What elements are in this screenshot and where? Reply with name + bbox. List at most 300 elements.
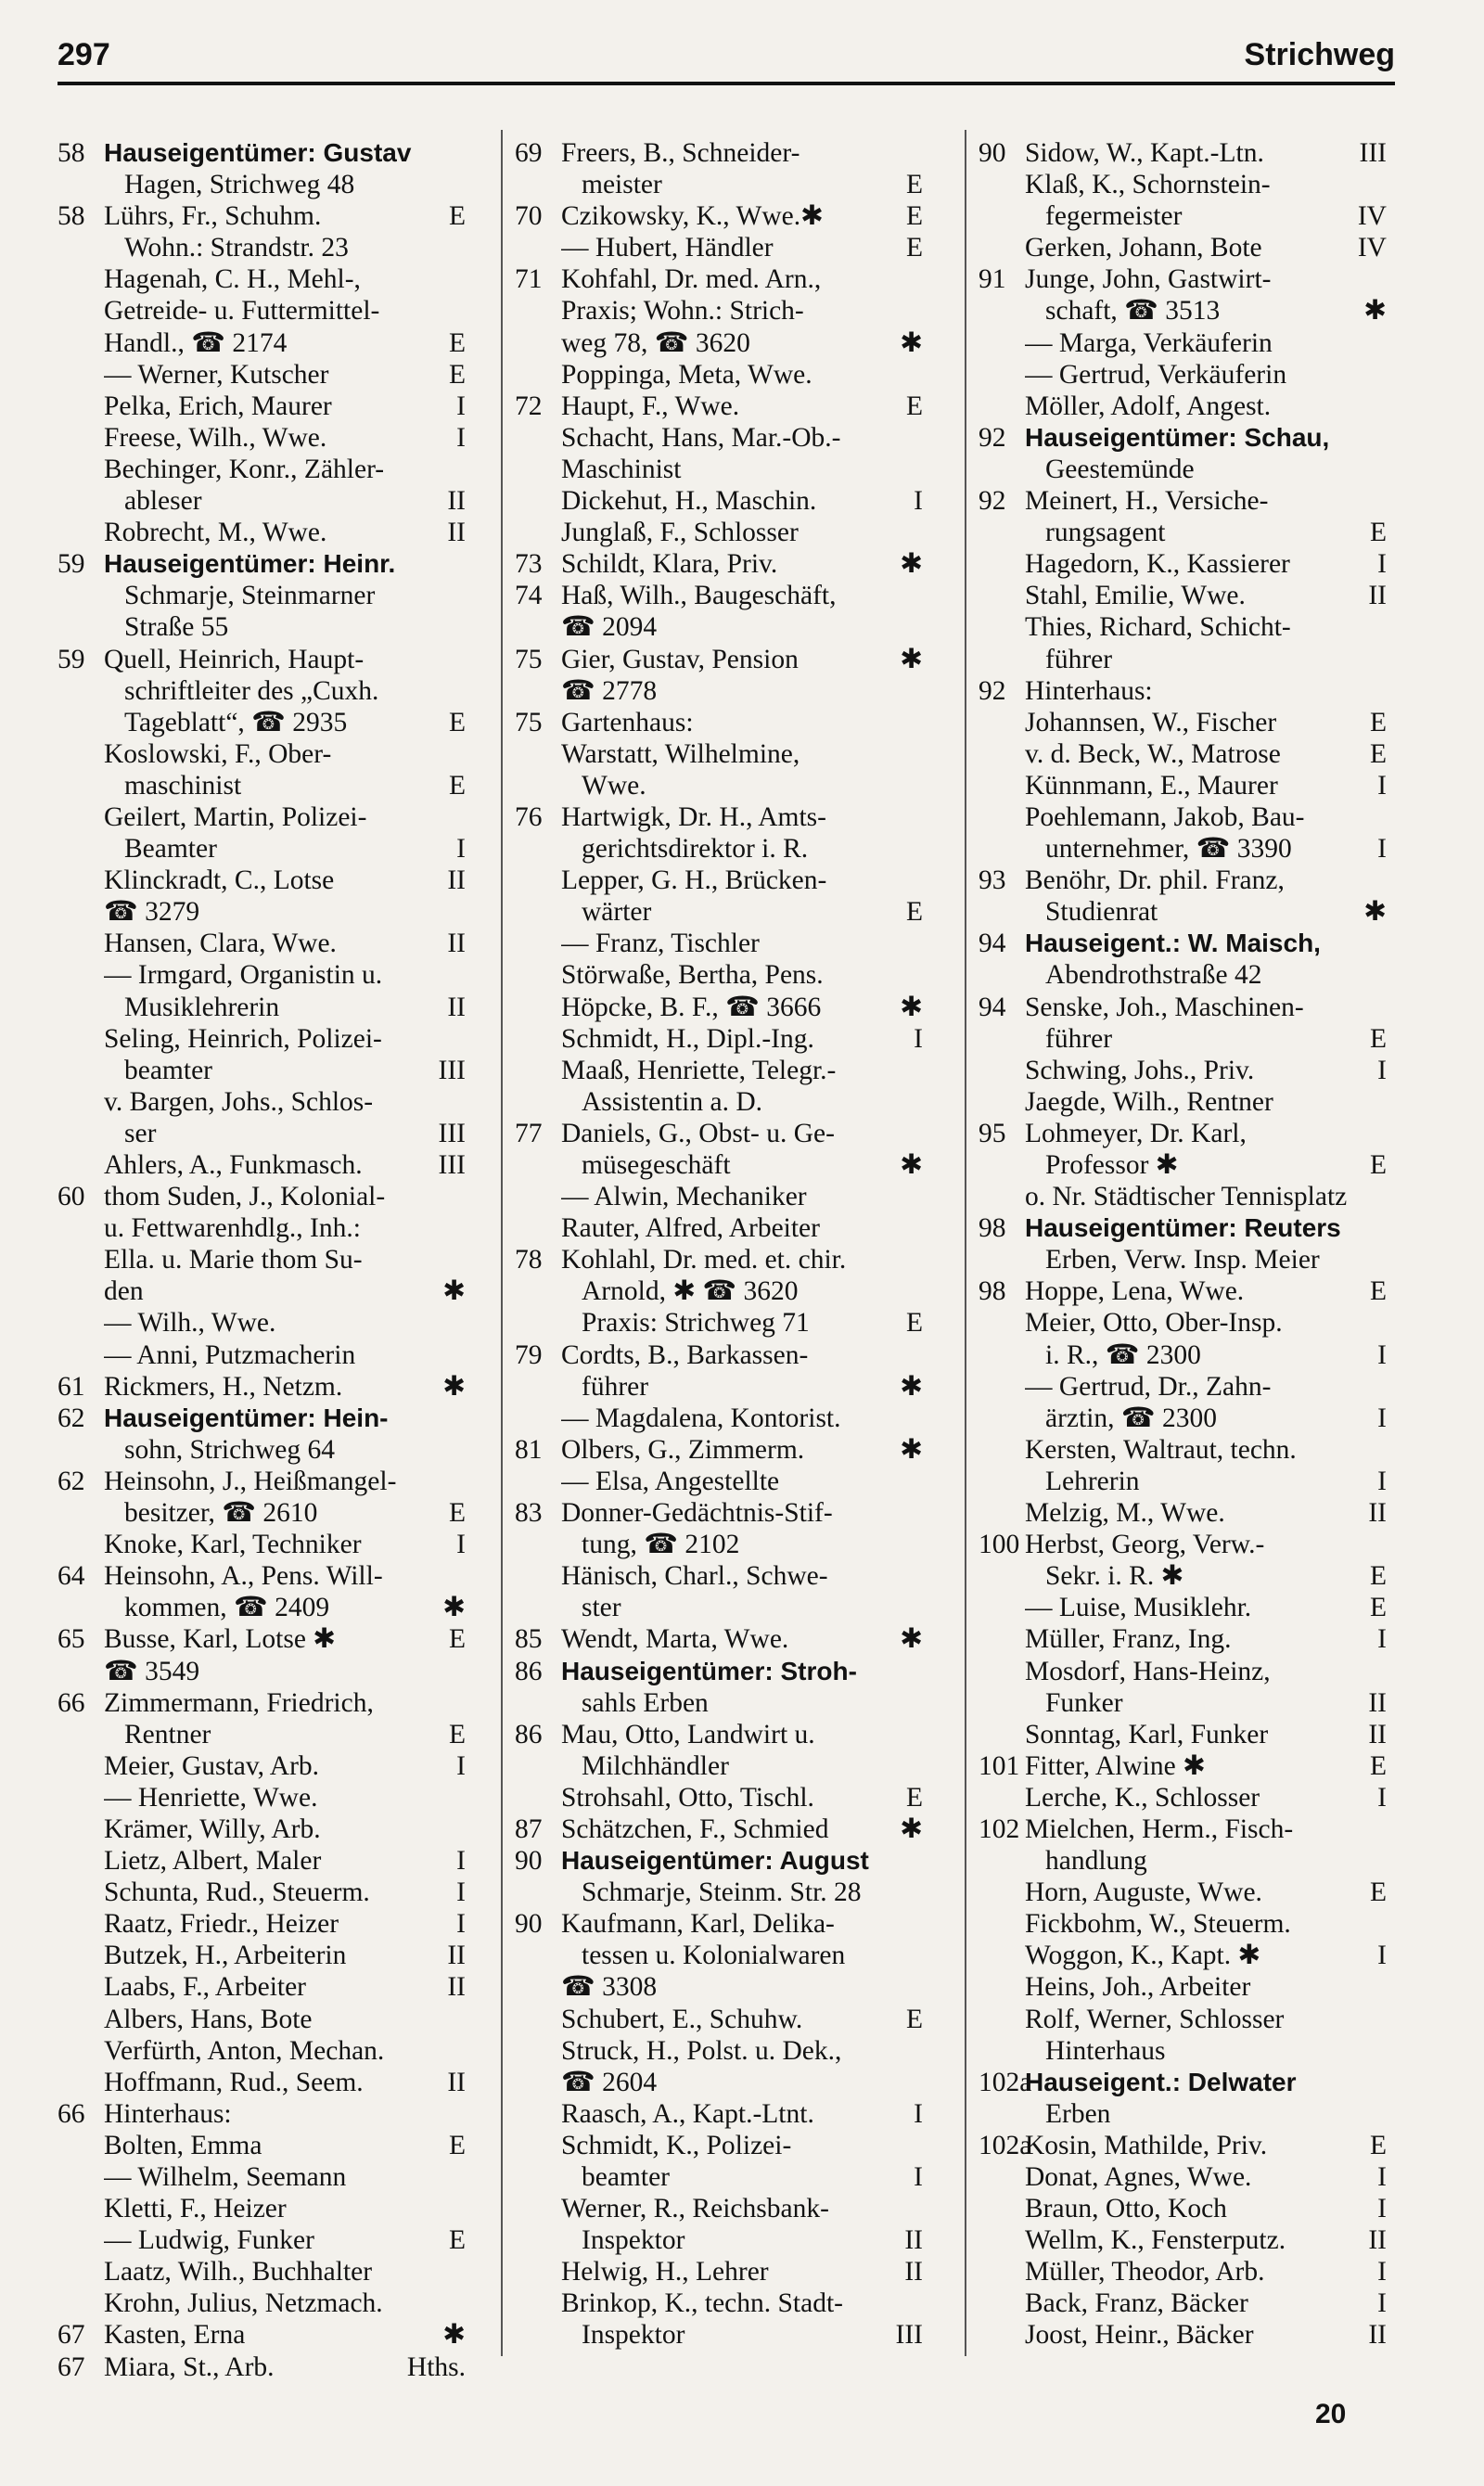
- entry-text: Müller, Franz, Ing.: [1025, 1624, 1232, 1655]
- directory-line: [979, 2067, 1387, 2098]
- directory-line: [58, 896, 466, 928]
- entry-text: Junge, John, Gastwirt-: [1025, 264, 1272, 295]
- floor-marker: [458, 644, 466, 675]
- house-number: [979, 1656, 1025, 1687]
- floor-marker: [915, 707, 923, 738]
- house-number: [979, 2256, 1025, 2287]
- entry-text: Zimmermann, Friedrich,: [104, 1687, 374, 1718]
- floor-marker: [458, 1181, 466, 1212]
- floor-marker: I: [914, 2098, 923, 2129]
- floor-marker: E: [905, 897, 923, 928]
- house-number: [58, 1908, 104, 1940]
- floor-marker: E: [1369, 1593, 1387, 1623]
- house-number: 69: [515, 138, 543, 168]
- entry-text: — Gertrud, Dr., Zahn-: [1025, 1371, 1272, 1402]
- floor-marker: II: [447, 1972, 466, 2003]
- house-number: [979, 1940, 1025, 1971]
- floor-marker: I: [1377, 770, 1387, 801]
- house-number: 59: [58, 549, 85, 580]
- house-number: [58, 1592, 104, 1623]
- floor-marker: [1379, 1307, 1387, 1339]
- floor-marker: [1379, 1181, 1387, 1212]
- floor-marker: I: [1377, 2194, 1387, 2224]
- entry-text: maschinist: [124, 770, 242, 801]
- floor-marker: [915, 1687, 923, 1719]
- floor-marker: [915, 1845, 923, 1877]
- entry-text: Heinsohn, A., Pens. Will-: [104, 1561, 383, 1592]
- floor-marker: [915, 1118, 923, 1149]
- house-number: [515, 2098, 561, 2130]
- directory-line: [58, 137, 466, 169]
- directory-line: [58, 707, 466, 738]
- house-number: [58, 1971, 104, 2003]
- floor-marker: [1379, 801, 1387, 833]
- entry-text: Hagedorn, K., Kassierer: [1025, 549, 1290, 580]
- entry-text: Raatz, Friedr., Heizer: [104, 1909, 339, 1940]
- house-number: [58, 2067, 104, 2098]
- entry-text: rungsagent: [1045, 518, 1166, 548]
- entry-text: ärztin, ☎ 2300: [1045, 1403, 1218, 1433]
- floor-marker: [458, 1687, 466, 1719]
- floor-marker: E: [1369, 1276, 1387, 1307]
- entry-text: Quell, Heinrich, Haupt-: [104, 644, 365, 674]
- directory-line: [515, 359, 923, 391]
- entry-text: handlung: [1045, 1846, 1147, 1877]
- directory-line: [979, 580, 1387, 611]
- entry-text: Laabs, F., Arbeiter: [104, 1972, 307, 2003]
- entry-text: schriftleiter des „Cuxh.: [124, 675, 379, 706]
- floor-marker: [915, 1971, 923, 2003]
- house-number: [515, 928, 561, 959]
- house-number: 61: [58, 1371, 85, 1402]
- house-number: 92: [979, 422, 1006, 453]
- directory-line: [515, 169, 923, 200]
- entry-text: Dickehut, H., Maschin.: [561, 486, 817, 517]
- directory-line: [515, 580, 923, 611]
- directory-line: [58, 1656, 466, 1687]
- entry-text: Rolf, Werner, Schlosser: [1025, 2004, 1285, 2034]
- directory-line: [515, 2067, 923, 2098]
- entry-text: Rauter, Alfred, Arbeiter: [561, 1213, 820, 1244]
- house-number: 70: [515, 201, 543, 232]
- entry-text: Helwig, H., Lehrer: [561, 2257, 769, 2287]
- directory-line: [58, 2351, 466, 2383]
- floor-marker: [1379, 1656, 1387, 1687]
- directory-line: [58, 295, 466, 327]
- entry-text: Geilert, Martin, Polizei-: [104, 801, 367, 832]
- house-number: [515, 1466, 561, 1497]
- floor-marker: E: [905, 391, 923, 421]
- entry-text: Krämer, Willy, Arb.: [104, 1813, 321, 1844]
- house-number: [515, 2067, 561, 2098]
- directory-line: [515, 992, 923, 1023]
- floor-marker: [915, 959, 923, 991]
- directory-line: [979, 2193, 1387, 2224]
- directory-line: [58, 1813, 466, 1845]
- floor-marker: [915, 263, 923, 295]
- house-number: [979, 1560, 1025, 1592]
- house-number: [515, 1560, 561, 1592]
- house-number: [58, 1118, 104, 1149]
- entry-text: Mielchen, Herm., Fisch-: [1025, 1813, 1294, 1844]
- floor-marker: E: [448, 1624, 466, 1655]
- entry-text: Hagen, Strichweg 48: [124, 170, 355, 200]
- floor-marker: IV: [1357, 233, 1387, 263]
- entry-text: Praxis: Strichweg 71: [582, 1308, 810, 1339]
- house-number: [515, 1181, 561, 1212]
- entry-text: Herbst, Georg, Verw.-: [1025, 1530, 1265, 1560]
- entry-text: Musiklehrerin: [124, 992, 280, 1022]
- directory-line: [979, 2161, 1387, 2193]
- entry-text: beamter: [124, 1055, 212, 1085]
- house-number: [58, 1339, 104, 1371]
- floor-marker: E: [905, 233, 923, 263]
- directory-line: [979, 2287, 1387, 2319]
- floor-marker: ✱: [900, 992, 923, 1022]
- floor-marker: I: [914, 486, 923, 517]
- directory-line: [515, 1149, 923, 1181]
- directory-line: [515, 1845, 923, 1877]
- floor-marker: I: [914, 2162, 923, 2192]
- directory-line: [979, 1529, 1387, 1560]
- directory-line: [979, 1149, 1387, 1181]
- entry-text: schaft, ☎ 3513: [1045, 296, 1221, 327]
- directory-line: [58, 1971, 466, 2003]
- floor-marker: E: [448, 707, 466, 737]
- directory-line: [515, 1687, 923, 1719]
- entry-text: Praxis; Wohn.: Strich-: [561, 296, 804, 327]
- directory-line: [979, 707, 1387, 738]
- floor-marker: [915, 1940, 923, 1971]
- floor-marker: E: [1369, 518, 1387, 548]
- entry-text: Hoffmann, Rud., Seem.: [104, 2067, 364, 2097]
- floor-marker: E: [448, 2225, 466, 2256]
- floor-marker: [1379, 422, 1387, 454]
- house-number: [58, 2224, 104, 2256]
- directory-line: [515, 454, 923, 485]
- directory-line: [58, 1434, 466, 1466]
- house-number: [979, 1877, 1025, 1908]
- directory-line: [979, 801, 1387, 833]
- directory-line: [58, 1466, 466, 1497]
- entry-text: Poehlemann, Jakob, Bau-: [1025, 801, 1305, 832]
- entry-text: Hauseigentümer: Heinr.: [104, 549, 396, 579]
- house-number: [58, 2287, 104, 2319]
- house-number: [58, 1940, 104, 1971]
- entry-text: Meinert, H., Versiche-: [1025, 486, 1269, 517]
- entry-text: Schmidt, K., Polizei-: [561, 2130, 792, 2160]
- directory-column-3: [979, 137, 1387, 2351]
- house-number: [515, 1971, 561, 2003]
- house-number: [515, 1529, 561, 1560]
- floor-marker: II: [1368, 1719, 1387, 1749]
- house-number: [58, 1750, 104, 1782]
- entry-text: Hagenah, C. H., Mehl-,: [104, 264, 361, 295]
- house-number: [515, 485, 561, 517]
- floor-marker: I: [456, 1846, 466, 1877]
- directory-line: [58, 1307, 466, 1339]
- directory-line: [515, 1086, 923, 1118]
- house-number: 58: [58, 201, 85, 232]
- directory-line: [515, 2098, 923, 2130]
- entry-text: Arnold, ✱ ☎ 3620: [582, 1276, 799, 1307]
- header-rule: [58, 82, 1395, 85]
- house-number: [58, 959, 104, 991]
- house-number: [58, 2161, 104, 2193]
- directory-line: [58, 232, 466, 263]
- house-number: [979, 896, 1025, 928]
- floor-marker: [1379, 675, 1387, 707]
- entry-text: Junglaß, F., Schlosser: [561, 518, 799, 548]
- house-number: [58, 1529, 104, 1560]
- house-number: [515, 770, 561, 801]
- house-number: [979, 295, 1025, 327]
- directory-line: [515, 2224, 923, 2256]
- entry-text: Klinckradt, C., Lotse: [104, 865, 335, 896]
- house-number: [515, 959, 561, 991]
- entry-text: — Wilh., Wwe.: [104, 1308, 276, 1339]
- floor-marker: E: [1369, 1561, 1387, 1592]
- floor-marker: [915, 1055, 923, 1086]
- floor-marker: E: [905, 1308, 923, 1339]
- entry-text: Schacht, Hans, Mar.-Ob.-: [561, 422, 841, 453]
- floor-marker: ✱: [900, 1813, 923, 1844]
- directory-line: [58, 2035, 466, 2067]
- directory-line: [515, 928, 923, 959]
- floor-marker: [458, 1086, 466, 1118]
- floor-marker: [458, 611, 466, 643]
- directory-line: [58, 454, 466, 485]
- house-number: [515, 675, 561, 707]
- house-number: 75: [515, 644, 543, 674]
- entry-text: Inspektor: [582, 2225, 685, 2256]
- entry-text: Knoke, Karl, Techniker: [104, 1530, 362, 1560]
- entry-text: Beamter: [124, 834, 217, 865]
- floor-marker: [915, 454, 923, 485]
- directory-line: [515, 2319, 923, 2351]
- floor-marker: [458, 2004, 466, 2035]
- directory-line: [58, 2287, 466, 2319]
- floor-marker: [1379, 644, 1387, 675]
- floor-marker: [1379, 485, 1387, 517]
- floor-marker: [1379, 928, 1387, 959]
- directory-line: [515, 1023, 923, 1055]
- floor-marker: I: [1377, 549, 1387, 580]
- house-number: [58, 611, 104, 643]
- entry-text: Möller, Adolf, Angest.: [1025, 391, 1272, 421]
- entry-text: Kohlahl, Dr. med. et. chir.: [561, 1245, 847, 1275]
- directory-line: [979, 1307, 1387, 1339]
- house-number: [58, 992, 104, 1023]
- floor-marker: [915, 580, 923, 611]
- directory-line: [515, 1055, 923, 1086]
- floor-marker: [915, 611, 923, 643]
- floor-marker: E: [448, 1719, 466, 1749]
- floor-marker: E: [905, 201, 923, 232]
- floor-marker: [1379, 1118, 1387, 1149]
- entry-text: Mosdorf, Hans-Heinz,: [1025, 1656, 1271, 1686]
- entry-text: i. R., ☎ 2300: [1045, 1339, 1201, 1370]
- directory-line: [979, 2130, 1387, 2161]
- floor-marker: E: [905, 2004, 923, 2034]
- entry-text: ☎ 2094: [561, 612, 658, 643]
- house-number: [515, 2287, 561, 2319]
- house-number: 102a: [979, 2067, 1032, 2097]
- floor-marker: [915, 1877, 923, 1908]
- floor-marker: II: [447, 518, 466, 548]
- floor-marker: [1379, 611, 1387, 643]
- floor-marker: E: [448, 201, 466, 232]
- entry-text: Künnmann, E., Maurer: [1025, 770, 1278, 801]
- entry-text: Hänisch, Charl., Schwe-: [561, 1561, 828, 1592]
- directory-line: [979, 1687, 1387, 1719]
- entry-text: Haß, Wilh., Baugeschäft,: [561, 581, 837, 611]
- house-number: [58, 2193, 104, 2224]
- entry-text: gerichtsdirektor i. R.: [582, 834, 809, 865]
- house-number: [58, 2130, 104, 2161]
- directory-line: [979, 738, 1387, 770]
- house-number: [979, 2035, 1025, 2067]
- directory-line: [515, 391, 923, 422]
- house-number: [515, 1086, 561, 1118]
- entry-text: Lohmeyer, Dr. Karl,: [1025, 1118, 1247, 1148]
- floor-marker: I: [1377, 2288, 1387, 2319]
- floor-marker: I: [456, 1909, 466, 1940]
- house-number: [979, 327, 1025, 359]
- directory-line: [515, 232, 923, 263]
- entry-text: Hinterhaus:: [104, 2098, 232, 2129]
- floor-marker: [458, 580, 466, 611]
- entry-text: Jaegde, Wilh., Rentner: [1025, 1086, 1273, 1117]
- floor-marker: [915, 1497, 923, 1529]
- directory-line: [58, 1149, 466, 1181]
- floor-marker: [1379, 2004, 1387, 2035]
- house-number: [515, 611, 561, 643]
- floor-marker: I: [1377, 1055, 1387, 1085]
- floor-marker: I: [914, 1023, 923, 1054]
- house-number: [58, 327, 104, 359]
- floor-marker: III: [1359, 138, 1387, 168]
- floor-marker: E: [448, 359, 466, 390]
- directory-line: [515, 1813, 923, 1845]
- entry-text: den: [104, 1276, 144, 1307]
- directory-line: [979, 992, 1387, 1023]
- entry-text: Johannsen, W., Fischer: [1025, 707, 1277, 737]
- directory-line: [58, 1403, 466, 1434]
- directory-line: [515, 1971, 923, 2003]
- floor-marker: [458, 2035, 466, 2067]
- directory-line: [515, 801, 923, 833]
- directory-line: [515, 2035, 923, 2067]
- directory-line: [515, 1244, 923, 1275]
- floor-marker: I: [1377, 2162, 1387, 2192]
- house-number: 101: [979, 1750, 1020, 1781]
- directory-line: [979, 422, 1387, 454]
- directory-line: [979, 548, 1387, 580]
- directory-line: [979, 1244, 1387, 1275]
- house-number: [979, 1023, 1025, 1055]
- entry-text: Sonntag, Karl, Funker: [1025, 1719, 1269, 1749]
- entry-text: Milchhändler: [582, 1750, 729, 1781]
- floor-marker: [458, 959, 466, 991]
- floor-marker: [915, 1656, 923, 1687]
- directory-line: [979, 1434, 1387, 1466]
- house-number: [979, 2193, 1025, 2224]
- house-number: 93: [979, 865, 1006, 896]
- entry-text: Verfürth, Anton, Mechan.: [104, 2035, 385, 2066]
- entry-text: Kohfahl, Dr. med. Arn.,: [561, 264, 822, 295]
- entry-text: — Magdalena, Kontorist.: [561, 1403, 841, 1433]
- directory-line: [515, 738, 923, 770]
- directory-line: [58, 833, 466, 865]
- house-number: [979, 644, 1025, 675]
- floor-marker: E: [905, 170, 923, 200]
- entry-text: Mau, Otto, Landwirt u.: [561, 1719, 815, 1749]
- floor-marker: II: [904, 2257, 923, 2287]
- directory-line: [58, 422, 466, 454]
- entry-text: Hartwigk, Dr. H., Amts-: [561, 801, 826, 832]
- house-number: 98: [979, 1276, 1006, 1307]
- house-number: [515, 1055, 561, 1086]
- floor-marker: II: [1368, 1498, 1387, 1529]
- entry-text: — Hubert, Händler: [561, 233, 774, 263]
- directory-line: [979, 770, 1387, 801]
- house-number: [979, 611, 1025, 643]
- house-number: 79: [515, 1339, 543, 1370]
- floor-marker: [458, 2193, 466, 2224]
- floor-marker: E: [1369, 1150, 1387, 1180]
- directory-line: [979, 2224, 1387, 2256]
- house-number: [979, 1466, 1025, 1497]
- entry-text: Pelka, Erich, Maurer: [104, 391, 332, 421]
- directory-line: [58, 2161, 466, 2193]
- house-number: [515, 1023, 561, 1055]
- house-number: [58, 770, 104, 801]
- house-number: [58, 1719, 104, 1750]
- entry-text: Back, Franz, Bäcker: [1025, 2288, 1248, 2319]
- house-number: [515, 1307, 561, 1339]
- floor-marker: ✱: [1363, 296, 1387, 327]
- floor-marker: [915, 1212, 923, 1244]
- floor-marker: [1379, 1813, 1387, 1845]
- directory-line: [979, 1275, 1387, 1307]
- floor-marker: [915, 359, 923, 391]
- house-number: [58, 295, 104, 327]
- house-number: 74: [515, 581, 543, 611]
- house-number: [515, 422, 561, 454]
- house-number: [515, 992, 561, 1023]
- floor-marker: E: [1369, 738, 1387, 769]
- floor-marker: [915, 1466, 923, 1497]
- entry-text: Poppinga, Meta, Wwe.: [561, 359, 812, 390]
- floor-marker: [915, 2287, 923, 2319]
- house-number: [979, 1307, 1025, 1339]
- house-number: [58, 454, 104, 485]
- directory-line: [58, 2224, 466, 2256]
- entry-text: Heinsohn, J., Heißmangel-: [104, 1466, 397, 1496]
- house-number: 60: [58, 1182, 85, 1212]
- directory-line: [515, 1623, 923, 1655]
- entry-text: Kletti, F., Heizer: [104, 2194, 287, 2224]
- entry-text: Schubert, E., Schuhw.: [561, 2004, 803, 2034]
- entry-text: Schätzchen, F., Schmied: [561, 1813, 829, 1844]
- floor-marker: I: [456, 422, 466, 453]
- entry-text: Hauseigentümer: Hein-: [104, 1403, 389, 1432]
- directory-line: [58, 2256, 466, 2287]
- floor-marker: [458, 2287, 466, 2319]
- entry-text: ☎ 2778: [561, 675, 658, 706]
- house-number: [58, 580, 104, 611]
